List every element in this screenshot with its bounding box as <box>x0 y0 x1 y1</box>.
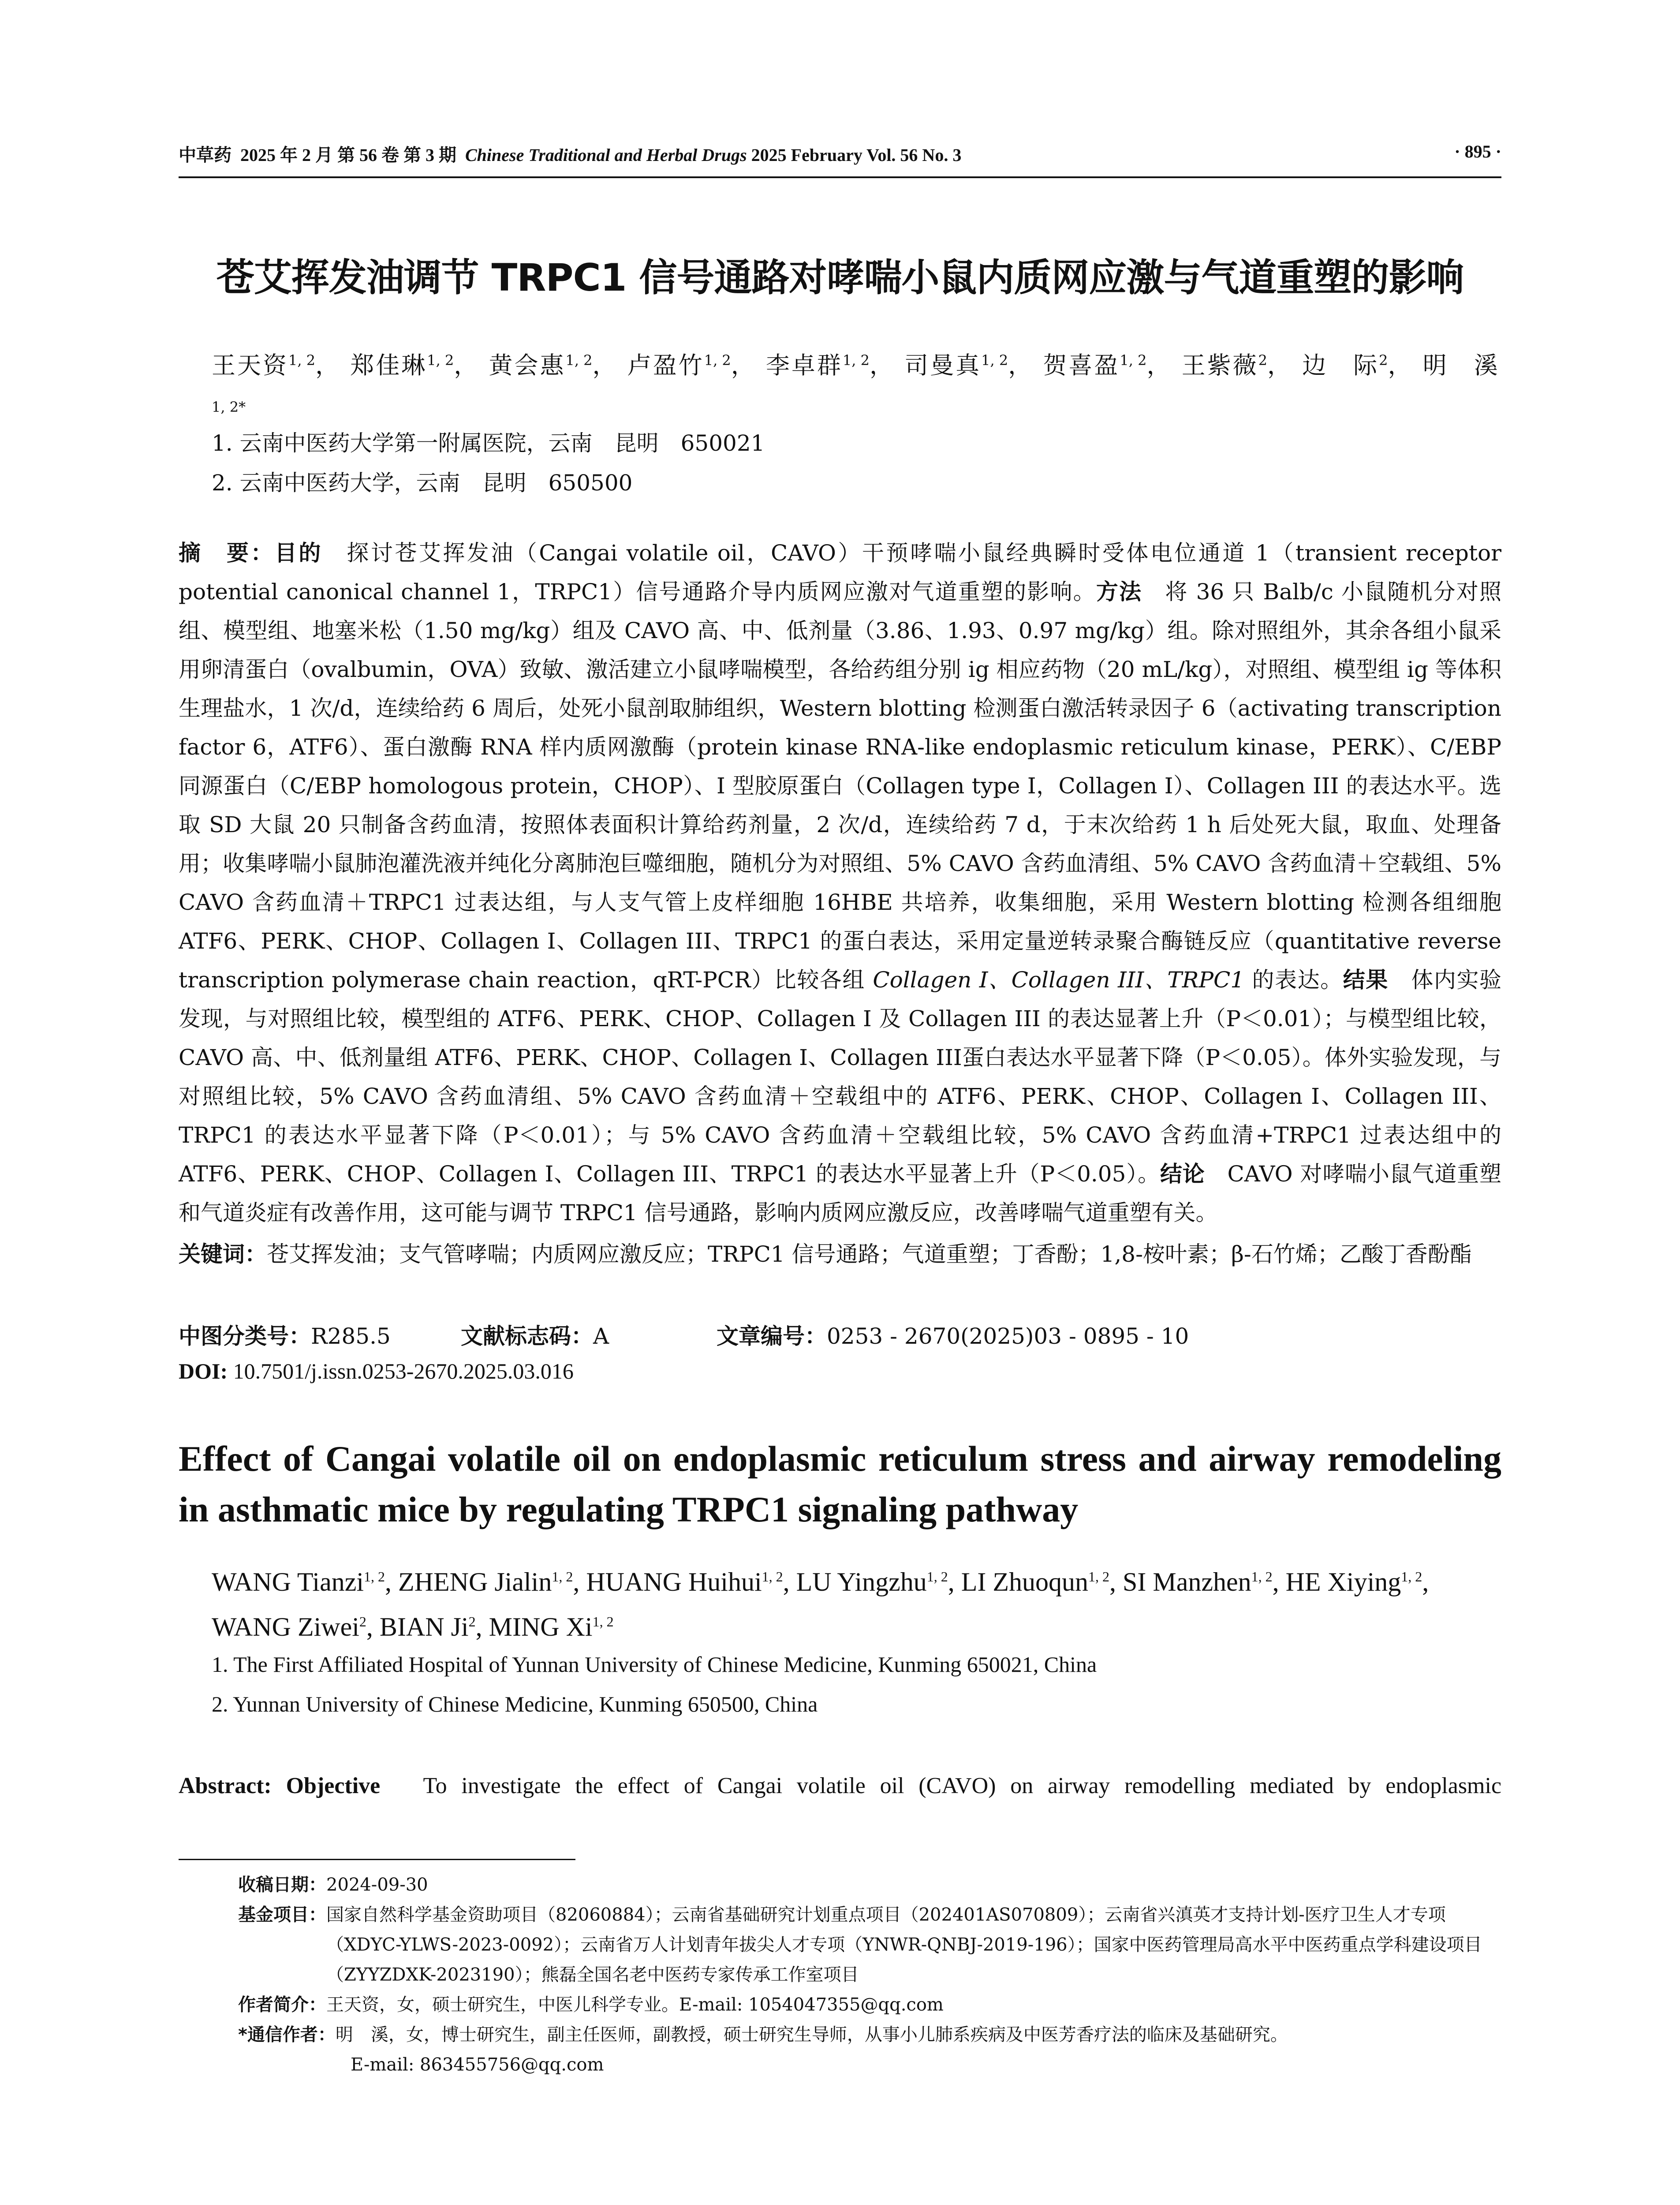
doi-label: DOI: <box>179 1359 228 1383</box>
objective-en-label: Objective <box>286 1773 381 1798</box>
footnote-corresponding-email: E-mail: 863455756@qq.com <box>351 2055 604 2075</box>
author-en: HUANG Huihui$^{1, 2}$ <box>586 1567 783 1596</box>
results-label: 结果 <box>1343 967 1389 993</box>
clc-value: R285.5 <box>311 1323 391 1349</box>
methods-text: 将 36 只 Balb/c 小鼠随机分对照组、模型组、地塞米松（1.50 mg/kg）组及 CAVO 高、中、低剂量（3.86、1.93、0.97 mg/kg）组。除对照组外，其余各组小鼠采用卵清蛋白（ovalbumin，OVA）致敏、激活建立小鼠哮喘模型，各给药组分别 ig 相应药物（20 mL/kg），对照组、模型组 ig 等体积生理盐水，1 次/d，连续给药 6 周后，处死小鼠剖取肺组织，Western blotting 检测蛋白激活转录因子 6（activating transcription factor 6，ATF6）、蛋白激酶 RNA 样内质网激酶（protein kinase RNA-like endoplasmic reticulum kinase，PERK）、C/EBP 同源蛋白（C/EBP homologous protein，CHOP）、I 型胶原蛋白（Collagen type I，Collagen I）、Collagen III 的表达水平。选取 SD 大鼠 20 只制备含药血清，按照体表面积计算给药剂量，2 次/d，连续给药 7 d，于末次给药 1 h 后处死大鼠，取血、处理备用；收集哮喘小鼠肺泡灌洗液并纯化分离肺泡巨噬细胞，随机分为对照组、5% CAVO 含药血清组、5% CAVO 含药血清＋空载组、5% CAVO 含药血清＋TRPC1 过表达组，与人支气管上皮样细胞 16HBE 共培养，收集细胞，采用 Western blotting 检测各组细胞 ATF6、PERK、CHOP、Collagen I、Collagen III、TRPC1 的蛋白表达，采用定量逆转录聚合酶链反应（quantitative reverse transcription polymerase chain reaction，qRT-PCR）比较各组 <box>179 579 1501 993</box>
keywords-cn <box>179 1235 1501 1274</box>
article-no-value: 0253 - 2670(2025)03 - 0895 - 10 <box>827 1323 1189 1349</box>
doi-line <box>179 1358 574 1384</box>
affiliation-cn-2: 2. 云南中医药大学，云南 昆明 650500 <box>212 470 633 496</box>
keywords-text: 苍艾挥发油；支气管哮喘；内质网应激反应；TRPC1 信号通路；气道重塑；丁香酚；1,8-桉叶素；β-石竹烯；乙酸丁香酚酯 <box>267 1241 1472 1267</box>
affiliation-en-2: 2. Yunnan University of Chinese Medicine, Kunming 650500, China <box>212 1692 818 1716</box>
author-cn: 王紫薇$^2$ <box>1181 351 1267 379</box>
abstract-en <box>179 1768 1501 1804</box>
author-cn: 王天资$^{1, 2}$ <box>212 351 316 379</box>
abstract-en-label: Abstract: <box>179 1773 272 1798</box>
author-cn: 黄会惠$^{1, 2}$ <box>489 351 593 379</box>
results-text: 体内实验发现，与对照组比较，模型组的 ATF6、PERK、CHOP、Collagen I 及 Collagen III 的表达显著上升（P＜0.01）；与模型组比较，CAVO 高、中、低剂量组 ATF6、PERK、CHOP、Collagen I、Collagen III蛋白表达水平显著下降（P＜0.05）。体外实验发现，与对照组比较，5% CAVO 含药血清组、5% CAVO 含药血清＋空载组中的 ATF6、PERK、CHOP、Collagen I、Collagen III、TRPC1 的表达水平显著下降（P＜0.01）；与 5% CAVO 含药血清＋空载组比较，5% CAVO 含药血清+TRPC1 过表达组中的 ATF6、PERK、CHOP、Collagen I、Collagen III、TRPC1 的表达水平显著上升（P＜0.05）。 <box>179 967 1501 1187</box>
classification-line <box>179 1319 1501 1350</box>
footnote-received: 收稿日期： 2024-09-30 <box>238 1875 428 1895</box>
header-rule <box>179 176 1501 178</box>
issue-cn: 2025 年 2 月 第 56 卷 第 3 期 <box>240 145 456 165</box>
authors-en: WANG Tianzi$^{1, 2}$, ZHENG Jialin$^{1, 2}$, HUANG Huihui$^{1, 2}$, LU Yingzhu$^{1, 2}$, LI Zhuoqun$^{1, 2}$, SI Manzhen$^{1, 2}$, HE Xiying$^{1, 2}$, WANG Ziwei$^2$, BIAN Ji$^2$, MING Xi$^{1, 2}$ <box>212 1567 1429 1641</box>
methods-genes: Collagen I、Collagen III、TRPC1 <box>873 967 1245 993</box>
author-en: MING Xi$^{1, 2}$ <box>489 1612 614 1641</box>
objective-text: 探讨苍艾挥发油（Cangai volatile oil，CAVO）干预哮喘小鼠经典瞬时受体电位通道 1（transient receptor potential canonical channel 1，TRPC1）信号通路介导内质网应激对气道重塑的影响。 <box>179 540 1502 605</box>
title-en: Effect of Cangai volatile oil on endoplasmic reticulum stress and airway remodeling in asthmatic mice by regulating TRPC1 signaling pathway <box>179 1439 1501 1529</box>
abstract-cn <box>179 534 1501 1232</box>
footnote-author: 作者简介： 王天资，女，硕士研究生，中医儿科学专业。E-mail: 1054047355@qq.com <box>238 1995 944 2015</box>
author-en: HE Xiying$^{1, 2}$ <box>1285 1567 1422 1596</box>
author-cn: 边 际$^2$ <box>1302 351 1388 379</box>
clc-label: 中图分类号： <box>179 1323 311 1349</box>
journal-name-en: Chinese Traditional and Herbal Drugs <box>465 145 747 165</box>
affiliation-cn-1: 1. 云南中医药大学第一附属医院，云南 昆明 650021 <box>212 430 765 456</box>
conclusion-label: 结论 <box>1160 1161 1205 1187</box>
author-en: WANG Tianzi$^{1, 2}$ <box>212 1567 385 1596</box>
author-en: SI Manzhen$^{1, 2}$ <box>1123 1567 1273 1596</box>
author-en: BIAN Ji$^2$ <box>379 1612 476 1641</box>
author-en: WANG Ziwei$^2$ <box>212 1612 366 1641</box>
author-cn: 李卓群$^{1, 2}$ <box>765 351 870 379</box>
methods-label: 方法 <box>1096 579 1142 605</box>
author-en: LU Yingzhu$^{1, 2}$ <box>796 1567 948 1596</box>
footnote-rule <box>179 1859 575 1860</box>
author-cn: 卢盈竹$^{1, 2}$ <box>627 351 731 379</box>
methods-end: 的表达。 <box>1244 967 1343 993</box>
author-cn: 郑佳琳$^{1, 2}$ <box>350 351 454 379</box>
conclusion-text: CAVO 对哮喘小鼠气道重塑和气道炎症有改善作用，这可能与调节 TRPC1 信号通路，影响内质网应激反应，改善哮喘气道重塑有关。 <box>179 1161 1502 1226</box>
authors-cn: 王天资$^{1, 2}$， 郑佳琳$^{1, 2}$， 黄会惠$^{1, 2}$， 卢盈竹$^{1, 2}$， 李卓群$^{1, 2}$， 司曼真$^{1, 2}$， 贺喜盈$^{1, 2}$， 王紫薇$^2$， 边 际$^2$， 明 溪$^{1, 2*}$ <box>212 340 1501 433</box>
journal-name-cn: 中草药 <box>179 145 231 165</box>
footnotes <box>238 1870 1501 2080</box>
footnote-fund: 基金项目： 国家自然科学基金资助项目（82060884）；云南省基础研究计划重点项目（202401AS070809）；云南省兴滇英才支持计划-医疗卫生人才专项（XDYC-YLWS-2023-0092）；云南省万人计划青年拔尖人才专项（YNWR-QNBJ-2019-196）；国家中医药管理局高水平中医药重点学科建设项目（ZYYZDXK-2023190）；熊磊全国名老中医药专家传承工作室项目 <box>238 1905 1482 1985</box>
author-cn: 贺喜盈$^{1, 2}$ <box>1043 351 1147 379</box>
objective-label: 目的 <box>274 540 323 566</box>
doi-value: 10.7501/j.issn.0253-2670.2025.03.016 <box>233 1359 574 1383</box>
doc-code-label: 文献标志码： <box>461 1323 593 1349</box>
objective-en-text: To investigate the effect of Cangai volatile oil (CAVO) on airway remodelling mediated by endoplasmic <box>423 1773 1501 1798</box>
issue-en: 2025 February Vol. 56 No. 3 <box>751 145 962 165</box>
page-number: · 895 · <box>1454 142 1501 161</box>
author-en: ZHENG Jialin$^{1, 2}$ <box>398 1567 573 1596</box>
running-header <box>179 141 1501 172</box>
abstract-label: 摘 要： <box>179 540 275 566</box>
article-no-label: 文章编号： <box>717 1323 827 1349</box>
author-en: LI Zhuoqun$^{1, 2}$ <box>961 1567 1109 1596</box>
keywords-label: 关键词： <box>179 1241 267 1267</box>
affiliation-en-1: 1. The First Affiliated Hospital of Yunnan University of Chinese Medicine, Kunming 650021, China <box>212 1652 1097 1677</box>
doc-code-value: A <box>593 1323 609 1349</box>
footnote-corresponding: *通信作者： 明 溪，女，博士研究生，副主任医师，副教授，硕士研究生导师，从事小儿肺系疾病及中医芳香疗法的临床及基础研究。 <box>238 2025 1288 2045</box>
author-cn: 司曼真$^{1, 2}$ <box>904 351 1008 379</box>
title-cn: 苍艾挥发油调节 TRPC1 信号通路对哮喘小鼠内质网应激与气道重塑的影响 <box>216 256 1464 300</box>
author-cn: 明 溪$^{1, 2*}$ <box>212 351 1500 415</box>
